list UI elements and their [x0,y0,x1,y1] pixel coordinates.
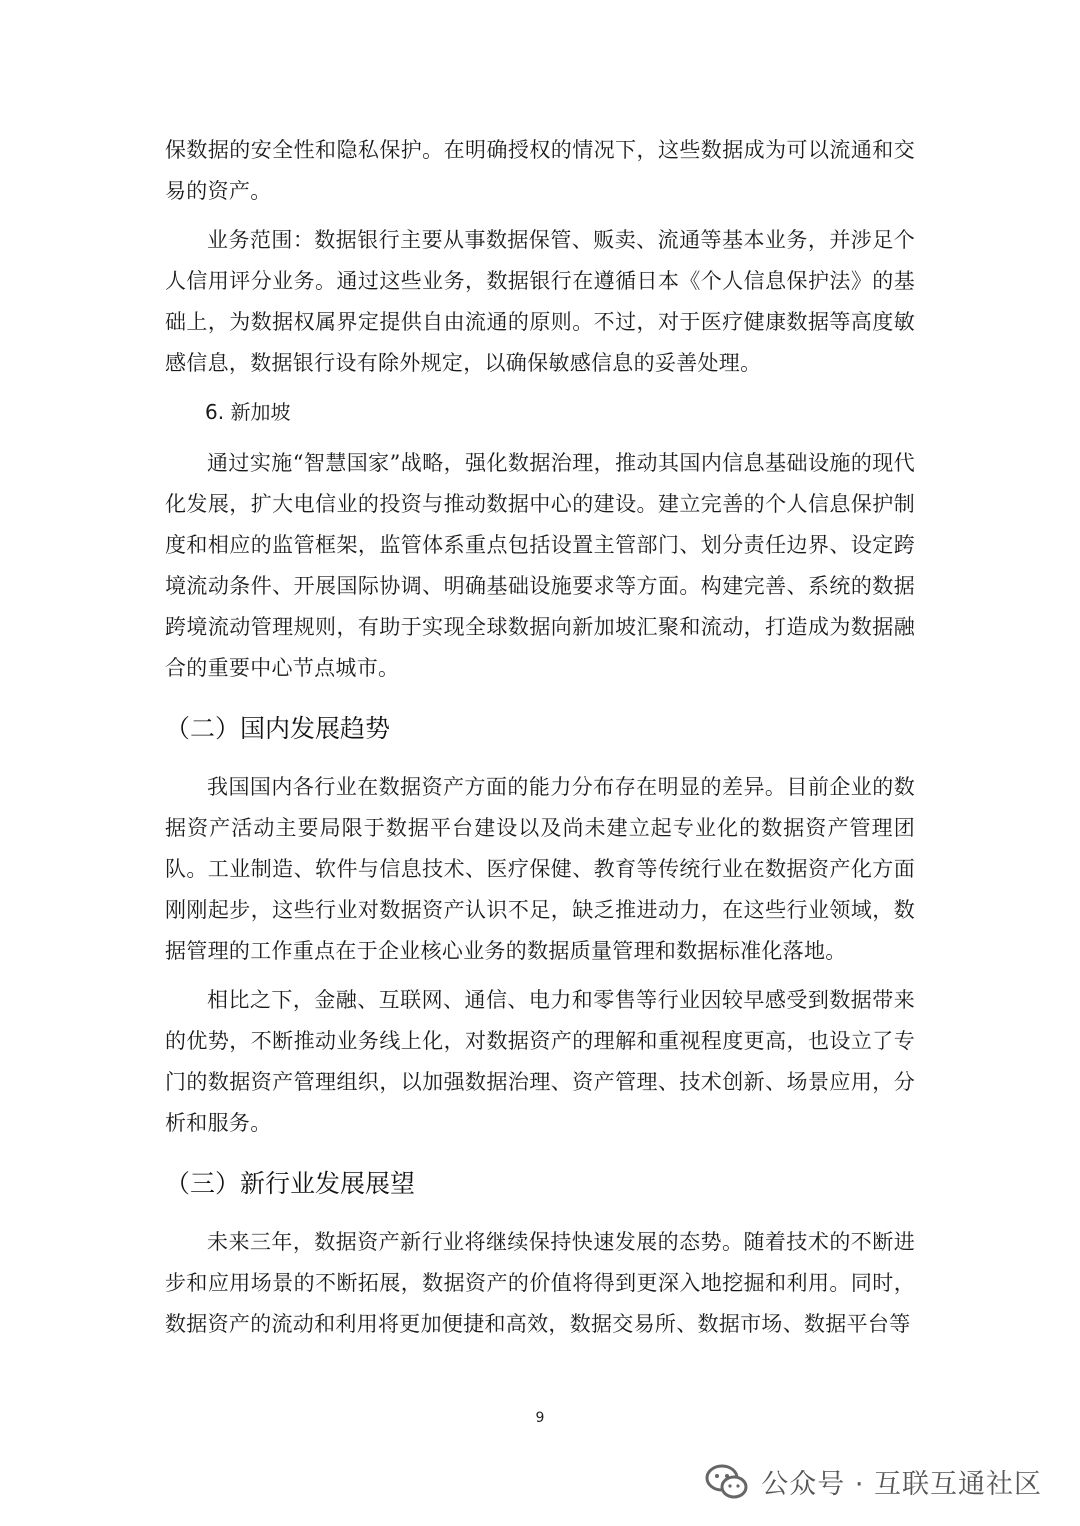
wechat-icon [705,1464,749,1500]
paragraph-outlook: 未来三年，数据资产新行业将继续保持快速发展的态势。随着技术的不断进步和应用场景的不断拓展，数据资产的价值将得到更深入地挖掘和利用。同时，数据资产的流动和利用将更加便捷和高效，数据交易所、数据市场、数据平台等 [165,1230,915,1336]
paragraph-domestic-2: 相比之下，金融、互联网、通信、电力和零售等行业因较早感受到数据带来的优势，不断推动业务线上化，对数据资产的理解和重视程度更高，也设立了专门的数据资产管理组织，以加强数据治理、资产管理、技术创新、场景应用，分析和服务。 [165,988,915,1135]
paragraph-1: 保数据的安全性和隐私保护。在明确授权的情况下，这些数据成为可以流通和交易的资产。 [165,138,915,203]
subheading-singapore: 6. 新加坡 [205,400,291,424]
paragraph-domestic-1: 我国国内各行业在数据资产方面的能力分布存在明显的差异。目前企业的数据资产活动主要局限于数据平台建设以及尚未建立起专业化的数据资产管理团队。工业制造、软件与信息技术、医疗保健、教育等传统行业在数据资产化方面刚刚起步，这些行业对数据资产认识不足，缺乏推进动力，在这些行业领域，数据管理的工作重点在于企业核心业务的数据质量管理和数据标准化落地。 [165,775,915,963]
paragraph-business-scope: 业务范围：数据银行主要从事数据保管、贩卖、流通等基本业务，并涉足个人信用评分业务。通过这些业务，数据银行在遵循日本《个人信息保护法》的基础上，为数据权属界定提供自由流通的原则。不过，对于医疗健康数据等高度敏感信息，数据银行设有除外规定，以确保敏感信息的妥善处理。 [165,228,915,375]
page-number: 9 [535,1410,545,1426]
section-title-domestic-trends: （二）国内发展趋势 [165,714,391,743]
page-content [165,130,915,1353]
watermark [705,1462,1042,1501]
watermark-text: 公众号 · 互联互通社区 [761,1469,1042,1500]
section-title-new-industry-outlook: （三）新行业发展展望 [165,1169,416,1198]
paragraph-singapore: 通过实施“智慧国家”战略，强化数据治理，推动其国内信息基础设施的现代化发展，扩大电信业的投资与推动数据中心的建设。建立完善的个人信息保护制度和相应的监管框架，监管体系重点包括设置主管部门、划分责任边界、设定跨境流动条件、开展国际协调、明确基础设施要求等方面。构建完善、系统的数据跨境流动管理规则，有助于实现全球数据向新加坡汇聚和流动，打造成为数据融合的重要中心节点城市。 [165,451,915,680]
